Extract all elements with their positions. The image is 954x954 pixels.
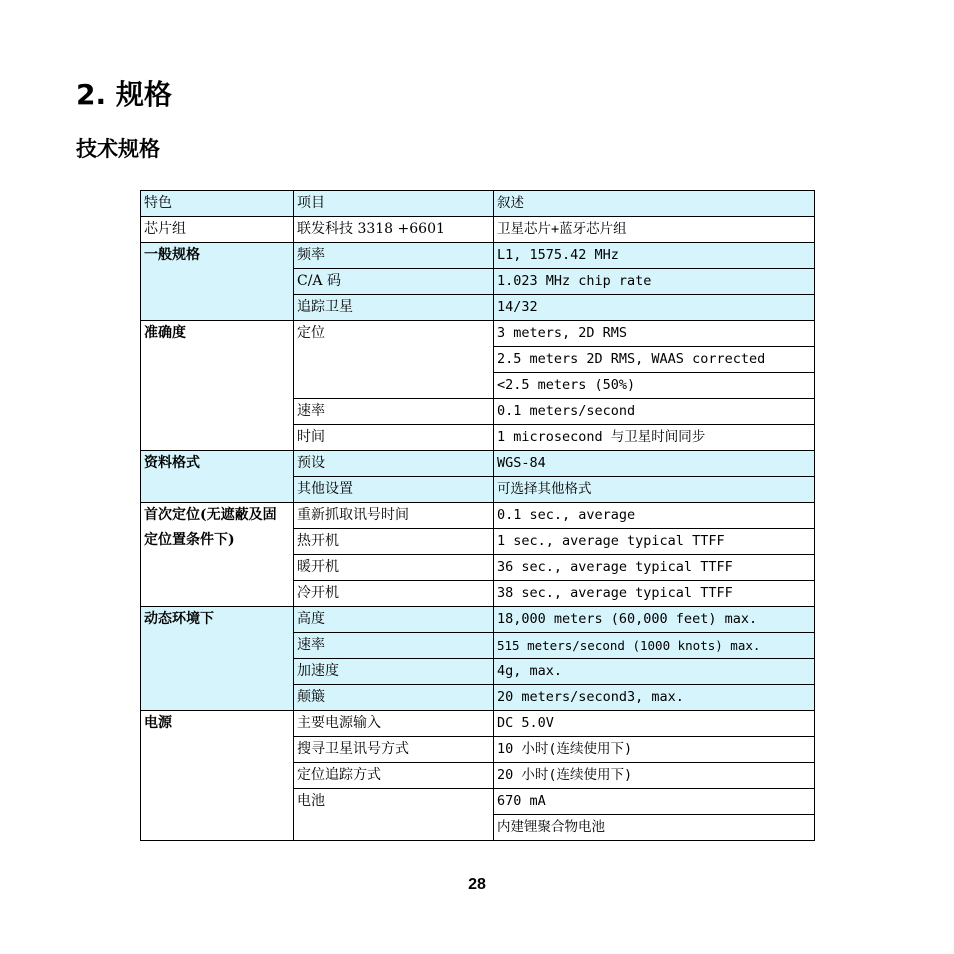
item-cell: 搜寻卫星讯号方式 (294, 737, 494, 763)
header-feature: 特色 (141, 191, 294, 217)
category-cell: 资料格式 (141, 451, 294, 503)
category-cell: 动态环境下 (141, 607, 294, 711)
desc-cell: 515 meters/second (1000 knots) max. (494, 633, 815, 659)
desc-cell: <2.5 meters (50%) (494, 373, 815, 399)
item-cell: 速率 (294, 633, 494, 659)
table-row (141, 503, 815, 529)
category-cell: 电源 (141, 711, 294, 841)
desc-cell: 2.5 meters 2D RMS, WAAS corrected (494, 347, 815, 373)
desc-cell: 1 sec., average typical TTFF (494, 529, 815, 555)
table-row (141, 451, 815, 477)
desc-cell: 38 sec., average typical TTFF (494, 581, 815, 607)
desc-cell: 1 microsecond 与卫星时间同步 (494, 425, 815, 451)
page-number: 28 (468, 876, 486, 893)
item-cell: 时间 (294, 425, 494, 451)
desc-cell: DC 5.0V (494, 711, 815, 737)
item-cell: 追踪卫星 (294, 295, 494, 321)
desc-cell: 20 小时(连续使用下) (494, 763, 815, 789)
item-cell: 主要电源输入 (294, 711, 494, 737)
desc-cell: 0.1 sec., average (494, 503, 815, 529)
item-cell: 速率 (294, 399, 494, 425)
item-cell: 联发科技 3318 +6601 (294, 217, 494, 243)
item-cell: 冷开机 (294, 581, 494, 607)
table-header-row (141, 191, 815, 217)
header-item: 项目 (294, 191, 494, 217)
desc-cell: 卫星芯片+蓝牙芯片组 (494, 217, 815, 243)
category-cell: 首次定位(无遮蔽及固定位置条件下) (141, 503, 294, 607)
category-cell: 一般规格 (141, 243, 294, 321)
spec-table (140, 190, 815, 841)
table-row (141, 321, 815, 347)
item-cell: 暖开机 (294, 555, 494, 581)
desc-cell: 3 meters, 2D RMS (494, 321, 815, 347)
header-description: 叙述 (494, 191, 815, 217)
table-row (141, 711, 815, 737)
item-cell: C/A 码 (294, 269, 494, 295)
item-cell: 预设 (294, 451, 494, 477)
category-cell: 芯片组 (141, 217, 294, 243)
desc-cell: 10 小时(连续使用下) (494, 737, 815, 763)
desc-cell: 20 meters/second3, max. (494, 685, 815, 711)
table-row (141, 217, 815, 243)
desc-cell: WGS-84 (494, 451, 815, 477)
desc-cell: 内建锂聚合物电池 (494, 815, 815, 841)
desc-cell: 4g, max. (494, 659, 815, 685)
table-row (141, 607, 815, 633)
section-heading: 2. 规格 (76, 78, 172, 111)
desc-cell: 36 sec., average typical TTFF (494, 555, 815, 581)
desc-cell: 0.1 meters/second (494, 399, 815, 425)
subsection-heading: 技术规格 (76, 137, 160, 161)
category-cell: 准确度 (141, 321, 294, 451)
item-cell: 高度 (294, 607, 494, 633)
item-cell: 电池 (294, 789, 494, 841)
desc-cell: 1.023 MHz chip rate (494, 269, 815, 295)
desc-cell: 18,000 meters (60,000 feet) max. (494, 607, 815, 633)
item-cell: 加速度 (294, 659, 494, 685)
item-cell: 热开机 (294, 529, 494, 555)
item-cell: 定位追踪方式 (294, 763, 494, 789)
item-cell: 定位 (294, 321, 494, 399)
desc-cell: 670 mA (494, 789, 815, 815)
item-cell: 其他设置 (294, 477, 494, 503)
desc-cell: 可选择其他格式 (494, 477, 815, 503)
item-cell: 重新抓取讯号时间 (294, 503, 494, 529)
table-row (141, 243, 815, 269)
item-cell: 频率 (294, 243, 494, 269)
desc-cell: 14/32 (494, 295, 815, 321)
item-cell: 颠簸 (294, 685, 494, 711)
desc-cell: L1, 1575.42 MHz (494, 243, 815, 269)
